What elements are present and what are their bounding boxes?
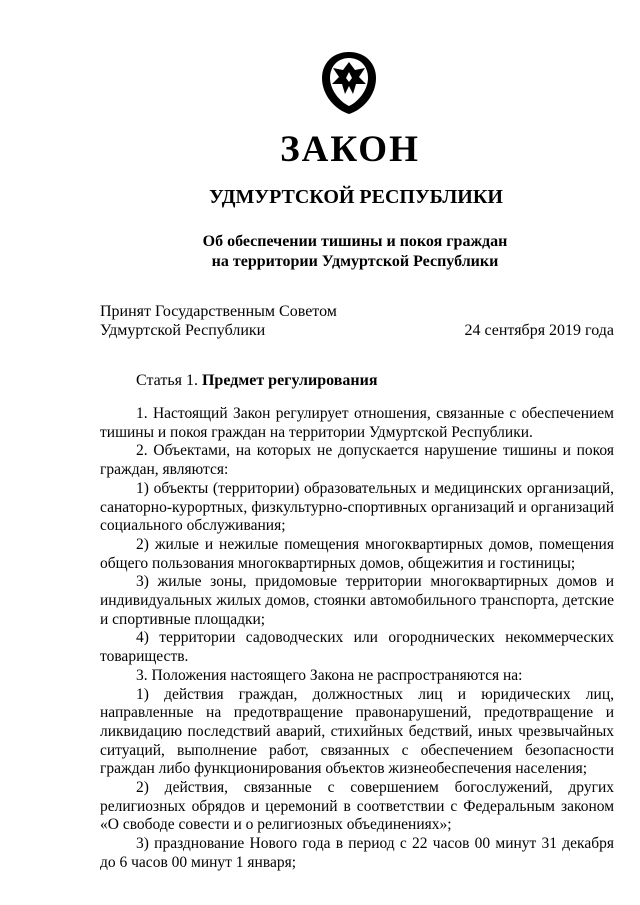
paragraph: 2) действия, связанные с совершением богослужений, других религиозных обрядов и церемоний в соответствии с Федеральным законом «О свободе совести и о религиозных объединениях»; xyxy=(100,779,614,834)
paragraph: 4) территории садоводческих или огороднических некоммерческих товариществ. xyxy=(100,629,614,666)
article-number: Статья 1. xyxy=(136,372,202,389)
paragraph: 2. Объектами, на которых не допускается нарушение тишины и покоя граждан, являются: xyxy=(100,442,614,479)
paragraph: 1. Настоящий Закон регулирует отношения, связанные с обеспечением тишины и покоя граждан на территории Удмуртской Республики. xyxy=(100,405,614,441)
article-heading xyxy=(136,371,377,391)
paragraph: 3. Положения настоящего Закона не распространяются на: xyxy=(136,666,523,684)
law-subject xyxy=(0,232,640,272)
paragraph: 3) жилые зоны, придомовые территории многоквартирных домов и индивидуальных жилых домов, стоянки автомобильного транспорта, детские и спортивные площадки; xyxy=(100,573,614,628)
republic-title: УДМУРТСКОЙ РЕСПУБЛИКИ xyxy=(209,186,503,208)
law-title: ЗАКОН xyxy=(280,129,420,170)
adopted-line-1: Принят Государственным Советом xyxy=(100,303,337,320)
paragraph: 1) объекты (территории) образовательных и медицинских организаций, санаторно-курортных, физкультурно-спортивных организаций и организаций социального обслуживания; xyxy=(100,479,614,535)
article-body xyxy=(100,405,614,873)
paragraph: 2) жилые и нежилые помещения многоквартирных домов, помещения общего пользования многоквартирных домов, общежития и гостиницы; xyxy=(100,535,614,572)
adoption-date: 24 сентября 2019 года xyxy=(464,322,614,339)
adoption-authority xyxy=(100,302,337,340)
paragraph: 3) празднование Нового года в период с 22 часов 00 минут 31 декабря до 6 часов 00 минут 1 января; xyxy=(100,835,614,871)
subject-line-2: на территории Удмуртской Республики xyxy=(211,253,499,270)
subject-line-1: Об обеспечении тишины и покоя граждан xyxy=(202,233,508,250)
paragraph: 1) действия граждан, должностных лиц и юридических лиц, направленные на предотвращение правонарушений, предотвращение и ликвидацию последствий аварий, стихийных бедствий, иных чрезвычайных ситуаций, выполнение работ, связанных с обеспечением безопасности граждан либо функционирования объектов жизнеобеспечения населения; xyxy=(100,685,614,778)
adopted-line-2: Удмуртской Республики xyxy=(100,322,266,339)
article-title: Предмет регулирования xyxy=(201,372,378,389)
coat-of-arms-icon xyxy=(318,50,380,116)
